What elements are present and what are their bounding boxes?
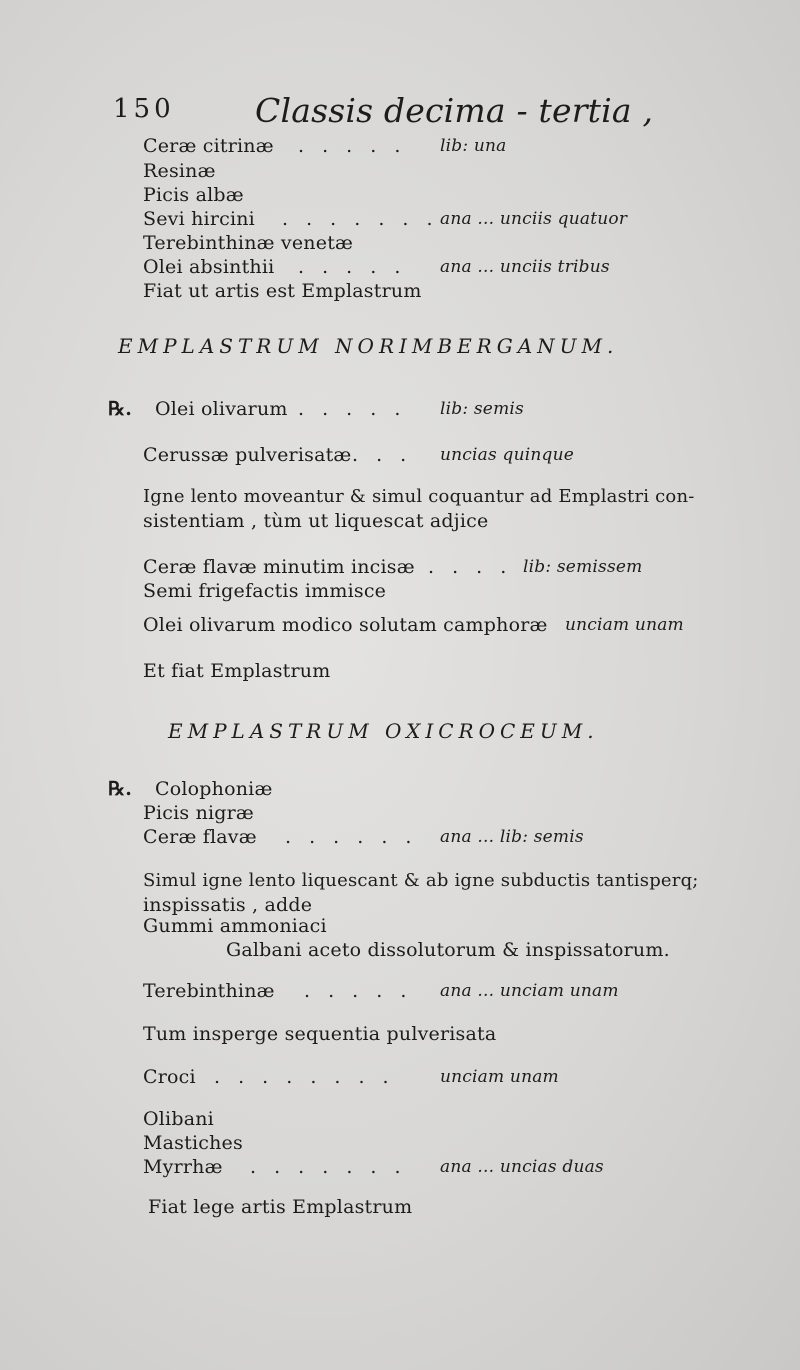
recipe-line: Ceræ flavæ xyxy=(143,826,257,848)
leader-dots: . . . . . . . xyxy=(250,1156,407,1178)
recipe-line: Olei olivarum xyxy=(155,398,288,420)
recipe-line: Fiat lege artis Emplastrum xyxy=(148,1196,413,1218)
leader-dots: . . . . . . . . xyxy=(214,1066,395,1088)
recipe-line: Sevi hircini xyxy=(143,208,255,230)
recipe-line: Croci xyxy=(143,1066,196,1088)
paragraph-line: Igne lento moveantur & simul coquantur ad Emplastri con- xyxy=(143,486,695,507)
leader-dots: . . . . . xyxy=(298,256,407,278)
quantity: ana ... uncias duas xyxy=(440,1157,604,1177)
recipe-line: Galbani aceto dissolutorum & inspissatorum. xyxy=(226,939,670,961)
recipe-line: Tum insperge sequentia pulverisata xyxy=(143,1023,497,1045)
quantity: ana ... unciam unam xyxy=(440,981,619,1001)
quantity: unciam unam xyxy=(565,615,684,635)
quantity: ana ... lib: semis xyxy=(440,827,584,847)
recipe-line: Olibani xyxy=(143,1108,214,1130)
paragraph-line: inspissatis , adde xyxy=(143,894,313,916)
recipe-line: Ceræ flavæ minutim incisæ xyxy=(143,556,415,578)
leader-dots: . . . xyxy=(352,444,413,466)
leader-dots: . . . . . xyxy=(304,980,413,1002)
leader-dots: . . . . . . xyxy=(285,826,418,848)
recipe-line: Picis albæ xyxy=(143,184,244,206)
recipe-line: Olei absinthii xyxy=(143,256,275,278)
leader-dots: . . . . . xyxy=(298,398,407,420)
recipe-line: Ceræ citrinæ xyxy=(143,135,274,157)
recipe-line: Olei olivarum modico solutam camphoræ xyxy=(143,614,548,636)
recipe-line: Resinæ xyxy=(143,160,216,182)
recipe-line: Fiat ut artis est Emplastrum xyxy=(143,280,422,302)
paragraph-line: sistentiam , tùm ut liquescat adjice xyxy=(143,510,489,532)
quantity: unciam unam xyxy=(440,1067,559,1087)
recipe-line: Gummi ammoniaci xyxy=(143,915,327,937)
recipe-line: Terebinthinæ xyxy=(143,980,275,1002)
quantity: lib: semissem xyxy=(523,557,643,577)
leader-dots: . . . . xyxy=(428,556,513,578)
page-number: 150 xyxy=(113,94,175,124)
section-title: EMPLASTRUM OXICROCEUM. xyxy=(168,719,599,743)
quantity: uncias quinque xyxy=(440,445,575,465)
paragraph-line: Simul igne lento liquescant & ab igne subductis tantisperq; xyxy=(143,870,699,891)
quantity: ana ... unciis quatuor xyxy=(440,209,628,229)
recipe-line: Et fiat Emplastrum xyxy=(143,660,331,682)
recipe-line: Mastiches xyxy=(143,1132,243,1154)
recipe-symbol: ℞. xyxy=(108,398,133,420)
recipe-line: Picis nigræ xyxy=(143,802,254,824)
section-title: EMPLASTRUM NORIMBERGANUM. xyxy=(118,334,619,358)
recipe-line: Colophoniæ xyxy=(155,778,273,800)
recipe-line: Semi frigefactis immisce xyxy=(143,580,387,602)
quantity: lib: semis xyxy=(440,399,524,419)
quantity: lib: una xyxy=(440,136,507,156)
leader-dots: . . . . . . . xyxy=(282,208,439,230)
recipe-symbol: ℞. xyxy=(108,778,133,800)
recipe-line: Cerussæ pulverisatæ xyxy=(143,444,352,466)
recipe-line: Myrrhæ xyxy=(143,1156,223,1178)
running-head: Classis decima - tertia , xyxy=(255,91,654,130)
quantity: ana ... unciis tribus xyxy=(440,257,610,277)
recipe-line: Terebinthinæ venetæ xyxy=(143,232,354,254)
leader-dots: . . . . . xyxy=(298,135,407,157)
